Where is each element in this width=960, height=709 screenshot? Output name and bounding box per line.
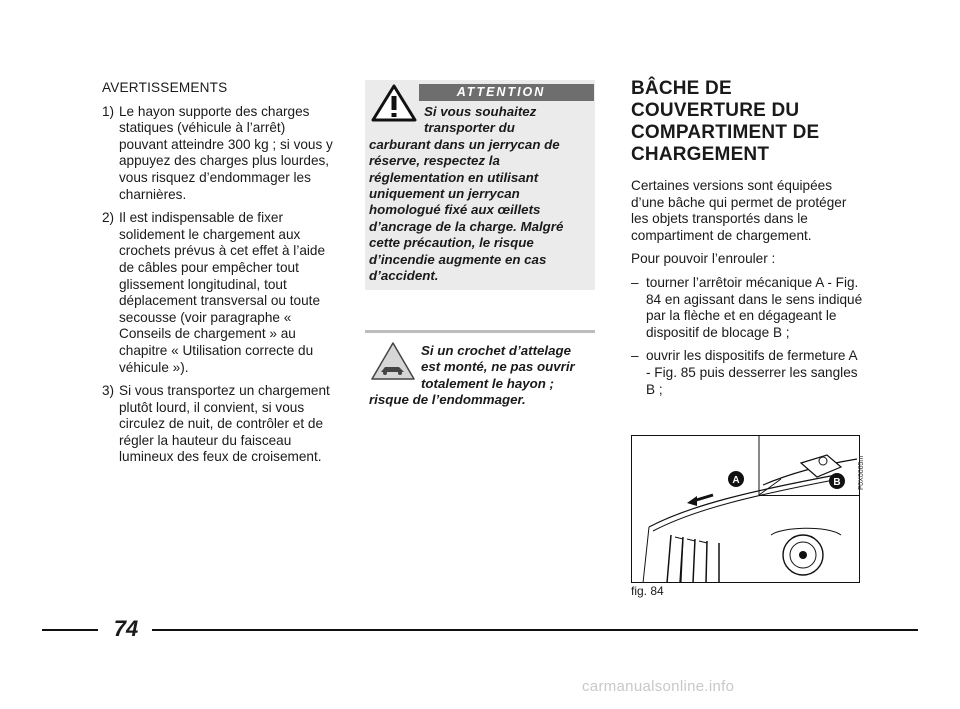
item-dash: – <box>631 274 639 290</box>
page-number: 74 <box>113 616 139 641</box>
item-text: Il est indispensable de fixer solidement le chargement aux crochets prévus à cet effet à l’aide de câbles pour empêcher tout glissement longitudinal, tout déplacement transversal ou toute secousse (voir paragraphe « Conseils de chargement » au chapitre « Utilisation correcte du véhicule »). <box>119 210 326 375</box>
instruction-item-1 <box>631 275 863 341</box>
instruction-item-2 <box>631 348 863 398</box>
footer-rule-left <box>42 629 98 631</box>
item-text: Si vous transportez un chargement plutôt lourd, il convient, si vous circulez de nuit, de contrôler et de régler la hauteur du faisceau lumineux des feux de croisement. <box>119 383 330 465</box>
item-text: tourner l’arrêtoir mécanique A - Fig. 84 en agissant dans le sens indiqué par la flèche et en dégageant le dispositif de blocage B ; <box>646 274 863 340</box>
item-dash: – <box>631 348 639 364</box>
item-text: Le hayon supporte des charges statiques (véhicule à l’arrêt) pouvant atteindre 300 kg ; si vous y appuyez des charges plus lourdes, vous risquez d’endommager les charnières. <box>119 103 333 202</box>
item-text: ouvrir les dispositifs de fermeture A - Fig. 85 puis desserrer les sangles B ; <box>646 348 858 397</box>
item-number: 2) <box>102 210 115 226</box>
note-text-first: Si un crochet d’attelage est monté, ne pas ouvrir totalement le hayon ; <box>421 343 575 391</box>
note-text <box>369 343 593 409</box>
figure-84-illustration <box>631 435 860 583</box>
attention-text-first: Si vous souhaitez transporter du <box>424 104 537 136</box>
attention-text <box>369 104 591 284</box>
site-watermark: carmanualsonline.info <box>582 678 735 695</box>
warnings-heading: AVERTISSEMENTS <box>102 80 228 95</box>
intro-paragraph: Certaines versions sont équipées d’une bâche qui permet de protéger les objets transportés dans le compartiment de chargement. <box>631 178 847 243</box>
instructions-lead: Pour pouvoir l’enrouler : <box>631 251 776 267</box>
figure-label-a: A <box>732 475 740 486</box>
warning-item-3 <box>102 383 334 466</box>
attention-text-rest: carburant dans un jerrycan de réserve, respectez la réglementation en utilisant uniquement un jerrycan homologué fixé aux œillets d’ancrage de la charge. Malgré cette précaution, le risque d’incendie augmente en cas d’accident. <box>369 136 564 284</box>
warnings-column <box>102 80 334 473</box>
warning-item-2 <box>102 210 334 376</box>
item-number: 3) <box>102 383 115 399</box>
attention-label: ATTENTION <box>408 84 594 101</box>
item-number: 1) <box>102 103 115 119</box>
note-text-rest: risque de l’endommager. <box>369 392 526 408</box>
figure-label-b: B <box>833 477 841 488</box>
section-title: BÂCHE DE COUVERTURE DU COMPARTIMENT DE CHARGEMENT <box>631 78 820 165</box>
footer-rule-right <box>152 629 918 631</box>
figure-code: F0X0065m <box>858 455 865 490</box>
cover-column <box>631 78 863 405</box>
figure-caption: fig. 84 <box>631 584 664 598</box>
warning-item-1 <box>102 104 334 204</box>
